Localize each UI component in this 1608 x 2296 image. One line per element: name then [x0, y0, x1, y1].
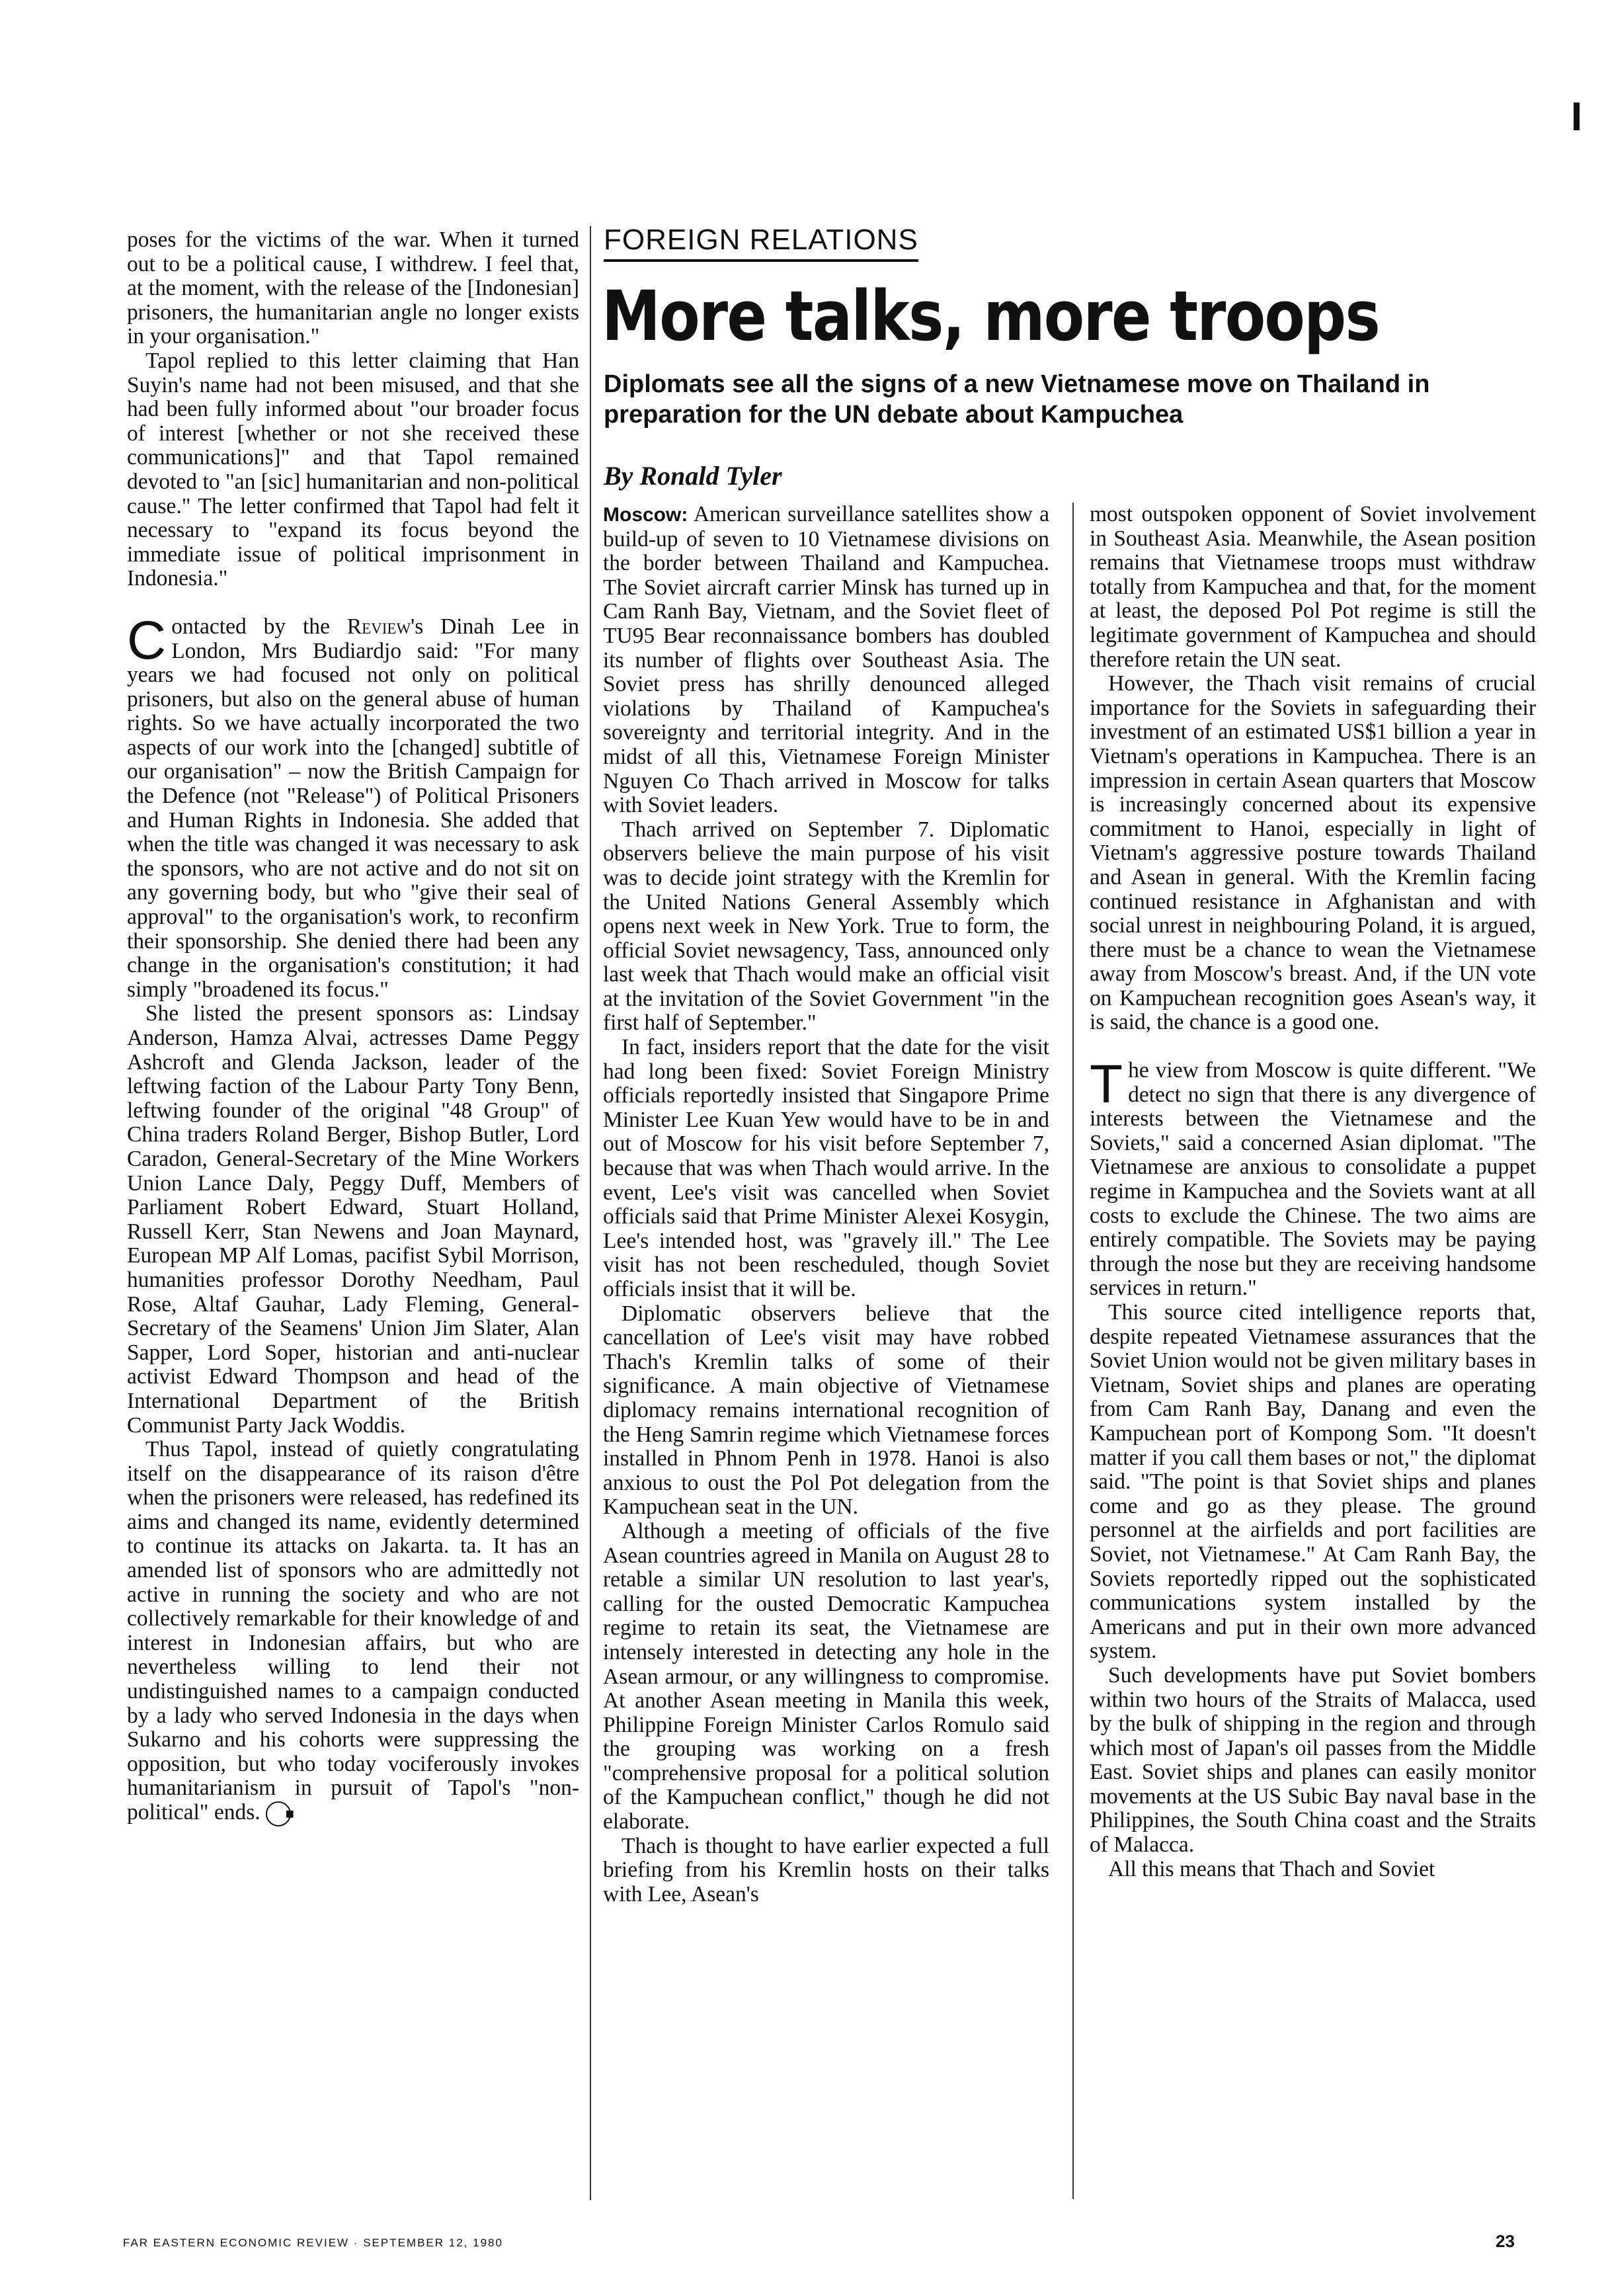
- section-label: FOREIGN RELATIONS: [604, 224, 918, 262]
- text-run: he view from Moscow is quite different. "We detect no sign that there is any divergence of interests between the Vietnamese and the Soviets," said a concerned Asian diplomat. "The Vietnamese are anxious to consolidate a puppet regime in Kampuchea and the Soviets want at all costs to exclude the Chinese. The two aims are entirely compatible. The Soviets may be paying through the nose but they are receiving handsome services in return.": [1090, 1058, 1536, 1301]
- col1-paragraph: poses for the victims of the war. When it turned out to be a political cause, I withdrew. I feel that, at the moment, with the release of the [Indonesian] prisoners, the humanitarian angle no longer exists in your organisation.": [127, 227, 579, 349]
- text-run: Thus Tapol, instead of quietly congratulating itself on the disappearance of its raison d'être when the prisoners were released, has redefined its aims and changed its name, evidently determined to continue its attacks on Jakarta. ta. It has an amended list of sponsors who are admittedly not active in running the society and who are not collectively remarkable for their knowledge of and interest in Indonesian affairs, but who are nevertheless willing to lend their not undistinguished names to a campaign conducted by a lady who served Indonesia in the days when Sukarno and his cohorts were suppressing the opposition, but who today vociferously invokes humanitarianism in pursuit of Tapol's "non-political" ends.: [127, 1437, 579, 1824]
- scan-mark: [1574, 102, 1580, 130]
- col2-paragraph: [603, 503, 1049, 818]
- column-2: [603, 503, 1049, 1906]
- text-run: 's Dinah Lee in London, Mrs Budiardjo said: "For many years we had focused not only on political prisoners, but also on the general abuse of human rights. So we have actually incorporated the two aspects of our work into the [changed] subtitle of our organisation" – now the British Campaign for the Defence (not "Release") of Political Prisoners and Human Rights in Indonesia. She added that when the title was changed it was necessary to ask the sponsors, who are not active and do not sit on any governing body, but who "give their seal of approval" to the organisation's work, to reconfirm their sponsorship. She denied there had been any change in the organisation's constitution; it had simply "broadened its focus.": [127, 614, 579, 1002]
- page-number: 23: [1496, 2231, 1515, 2251]
- col3-paragraph: However, the Thach visit remains of crucial importance for the Soviets in safeguarding their investment of an estimated US$1 billion a year in Vietnam's operations in Kampuchea. There is an impression in certain Asean quarters that Moscow is increasingly concerned about its expensive commitment to Hanoi, especially in light of Vietnam's aggressive posture towards Thailand and Asean in general. With the Kremlin facing continued resistance in Afghanistan and with social unrest in neighbouring Poland, it is argued, there must be a chance to wean the Vietnamese away from Moscow's breast. And, if the UN vote on Kampuchean recognition goes Asean's way, it is said, the chance is a good one.: [1090, 671, 1536, 1035]
- col3-paragraph-dropcap: [1090, 1054, 1536, 1301]
- col2-paragraph: Thach is thought to have earlier expected a full briefing from his Kremlin hosts on their talks with Lee, Asean's: [603, 1833, 1049, 1906]
- column-1: [127, 228, 579, 1826]
- col2-paragraph: Although a meeting of officials of the five Asean countries agreed in Manila on August 28 to retable a similar UN resolution to last year's, calling for the ousted Democratic Kampuchea regime to retain its seat, the Vietnamese are intensely interested in detecting any hole in the Asean armour, or any willingness to compromise. At another Asean meeting in Manila this week, Philippine Foreign Minister Carlos Romulo said the grouping was working on a fresh "comprehensive proposal for a political solution of the Kampuchean conflict," though he did not elaborate.: [603, 1518, 1049, 1834]
- column-3: [1090, 503, 1536, 1881]
- page-footer: FAR EASTERN ECONOMIC REVIEW · SEPTEMBER 12, 1980: [123, 2236, 503, 2249]
- col3-paragraph: most outspoken opponent of Soviet involvement in Southeast Asia. Meanwhile, the Asean position remains that Vietnamese troops must withdraw totally from Kampuchea and that, for the moment at least, the deposed Pol Pot regime is still the legitimate government of Kampuchea and should therefore retain the UN seat.: [1090, 502, 1536, 672]
- col1-paragraph-last: [127, 1438, 579, 1826]
- text-run: ontacted by the: [171, 614, 347, 639]
- drop-cap: T: [1090, 1054, 1123, 1115]
- col2-paragraph: Thach arrived on September 7. Diplomatic observers believe the main purpose of his visit was to decide joint strategy with the Kremlin for the United Nations General Assembly which opens next week in New York. True to form, the official Soviet newsagency, Tass, announced only last week that Thach would make an official visit at the invitation of the Soviet Government "in the first half of September.": [603, 817, 1049, 1036]
- col3-paragraph: All this means that Thach and Soviet: [1108, 1856, 1435, 1881]
- col2-paragraph: Diplomatic observers believe that the cancellation of Lee's visit may have robbed Thach's Kremlin talks of some of their significance. A main objective of Vietnamese diplomacy remains international recognition of the Heng Samrin regime which Vietnamese forces installed in Phnom Penh in 1978. Hanoi is also anxious to oust the Pol Pot delegation from the Kampuchean seat in the UN.: [603, 1301, 1049, 1520]
- col3-paragraph: Such developments have put Soviet bombers within two hours of the Straits of Malacca, used by the bulk of shipping in the region and through which most of Japan's oil passes from the Middle East. Soviet ships and planes can easily monitor movements at the US Subic Bay naval base in the Philippines, the South China coast and the Straits of Malacca.: [1090, 1662, 1536, 1858]
- col1-paragraph: She listed the present sponsors as: Lindsay Anderson, Hamza Alvai, actresses Dame Peggy Ashcroft and Glenda Jackson, leader of the leftwing faction of the Labour Party Tony Benn, leftwing founder of the original "48 Group" of China traders Roland Berger, Bishop Butler, Lord Caradon, General-Secretary of the Mine Workers Union Lance Daly, Peggy Duff, Members of Parliament Robert Edward, Stuart Holland, Russell Kerr, Stan Newens and Joan Maynard, European MP Alf Lomas, pacifist Sybil Morrison, humanities professor Dorothy Needham, Paul Rose, Altaf Gauhar, Lady Fleming, General-Secretary of the Seamens' Union Jim Slater, Alan Sapper, Lord Soper, historian and anti-nuclear activist Edward Thompson and head of the International Department of the British Communist Party Jack Woddis.: [127, 1001, 579, 1438]
- byline: By Ronald Tyler: [604, 461, 782, 491]
- col3-paragraph: This source cited intelligence reports that, despite repeated Vietnamese assurances that the Soviet Union would not be given military bases in Vietnam, Soviet ships and planes are operating from Cam Ranh Bay, Danang and even the Kampuchean port of Kompong Som. "It doesn't matter if you call them bases or not," the diplomat said. "The point is that Soviet ships and planes come and go as they please. The ground personnel at the airfields and port facilities are Soviet, not Vietnamese." At Cam Ranh Bay, the Soviets reportedly ripped out the sophisticated communications system installed by the Americans and put in their own more advanced system.: [1090, 1300, 1536, 1664]
- col1-paragraph: Tapol replied to this letter claiming that Han Suyin's name had not been misused, and that she had been fully informed about "our broader focus of interest [whether or not she received these communications]" and that Tapol remained devoted to "an [sic] humanitarian and non-political cause." The letter confirmed that Tapol had felt it necessary to "expand its focus beyond the immediate issue of political imprisonment in Indonesia.": [127, 348, 579, 591]
- magazine-name: Review: [346, 614, 411, 639]
- drop-cap: C: [127, 610, 167, 671]
- col2-paragraph: In fact, insiders report that the date for the visit had long been fixed: Soviet Foreign Ministry officials reportedly insisted that Singapore Prime Minister Lee Kuan Yew would have to be in and out of Moscow for his visit before September 7, because that was when Thach would arrive. In the event, Lee's visit was cancelled when Soviet officials said that Prime Minister Alexei Kosygin, Lee's intended host, was "gravely ill." The Lee visit has not been rescheduled, though Soviet officials insist that it will be.: [603, 1035, 1049, 1301]
- end-of-article-mark: ■: [266, 1801, 291, 1826]
- headline: More talks, more troops: [602, 276, 1379, 356]
- text-run: American surveillance satellites show a build-up of seven to 10 Vietnamese divisions on the border between Thailand and Kampuchea. The Soviet aircraft carrier Minsk has turned up in Cam Ranh Bay, Vietnam, and the Soviet fleet of TU95 Bear reconnaissance bombers has doubled its number of flights over Southeast Asia. The Soviet press has shrilly denounced alleged violations by Thailand of Kampuchea's sovereignty and territorial integrity. And in the midst of all this, Vietnamese Foreign Minister Nguyen Co Thach arrived in Moscow for talks with Soviet leaders.: [603, 502, 1049, 818]
- column-rule: [590, 226, 591, 2200]
- column-rule: [1072, 503, 1074, 2199]
- dateline: Moscow:: [603, 504, 688, 526]
- col1-paragraph-dropcap: [127, 610, 579, 1003]
- deck-subheadline: Diplomats see all the signs of a new Vietnamese move on Thailand in preparation for the UN debate about Kampuchea: [604, 370, 1430, 429]
